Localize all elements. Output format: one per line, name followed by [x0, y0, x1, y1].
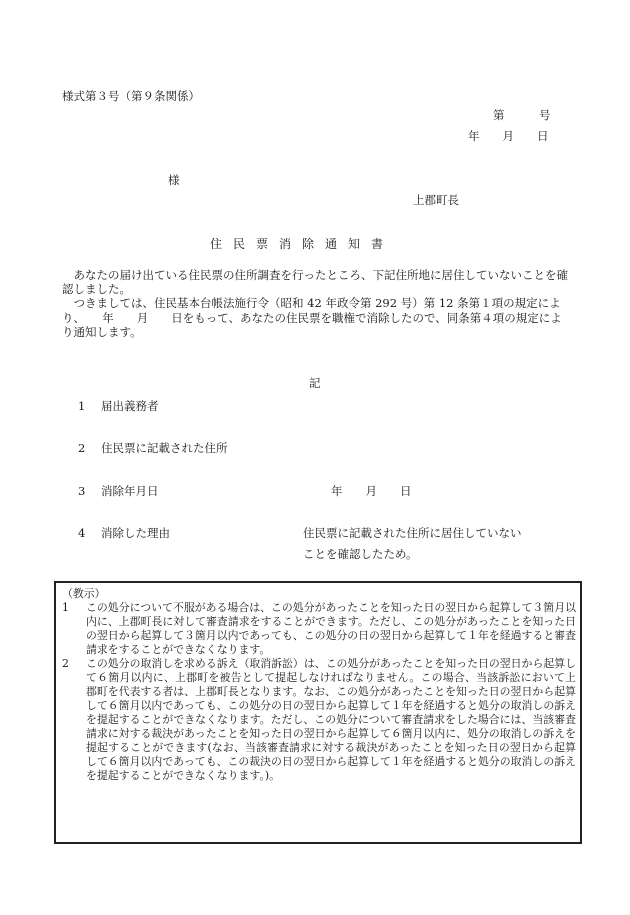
- item-3-number: 3: [78, 484, 86, 498]
- item-3-label: 消除年月日: [101, 484, 159, 498]
- item-1-number: 1: [78, 399, 86, 413]
- item-1-label: 届出義務者: [101, 399, 159, 413]
- paragraph-1: あなたの届け出ている住民票の住所調査を行ったところ、下記住所地に居住していないことを確認しました。: [62, 268, 568, 297]
- notice-item-1: [62, 601, 576, 657]
- ki-heading: 記: [309, 376, 321, 390]
- notice-item-2-number: 2: [62, 657, 69, 670]
- notice-item-2: [62, 657, 576, 783]
- item-2-number: 2: [78, 441, 86, 455]
- notice-heading: （教示）: [62, 587, 106, 600]
- item-4-value-line1: 住民票に記載された住所に居住していない: [303, 526, 522, 540]
- form-number: 様式第３号（第９条関係）: [62, 89, 200, 103]
- notice-item-1-number: 1: [62, 601, 69, 614]
- notice-item-2-text: この処分の取消しを求める訴え（取消訴訟）は、この処分があったことを知った日の翌日から起算して６箇月以内に、上郡町を被告として提起しなければなりません。この場合、当該訴訟において上郡町を代表する者は、上郡町長となります。なお、この処分があったことを知った日の翌日から起算して６箇月以内であっても、この処分の日の翌日から起算して１年を経過すると処分の取消しの訴えを提起することができなくなります。ただし、この処分について審査請求をした場合には、当該審査請求に対する裁決があったことを知った日の翌日から起算して６箇月以内に、処分の取消しの訴えを提起することができます(なお、当該審査請求に対する裁決があったことを知った日の翌日から起算して６箇月以内であっても、この裁決の日の翌日から起算して１年を経過すると処分の取消しの訴えを提起することができなくなります。)。: [86, 657, 576, 782]
- page-title: 住民票消除通知書: [210, 237, 395, 251]
- sender-name: 上郡町長: [413, 193, 459, 207]
- issue-date: 年 月 日: [468, 129, 549, 143]
- notice-item-1-text: この処分について不服がある場合は、この処分があったことを知った日の翌日から起算して３箇月以内に、上郡町長に対して審査請求をすることができます。ただし、この処分があったことを知った日の翌日から起算して３箇月以内であっても、この処分の日の翌日から起算して１年を経過すると審査請求をすることができなくなります。: [86, 601, 576, 656]
- document-number: 第 号: [493, 108, 551, 122]
- item-4-label: 消除した理由: [101, 526, 170, 540]
- item-4-number: 4: [78, 526, 86, 540]
- appeal-notice-box: [54, 581, 582, 844]
- recipient-suffix: 様: [168, 173, 180, 187]
- item-4-value-line2: ことを確認したため。: [303, 547, 418, 561]
- body-text: [62, 268, 572, 339]
- item-2-label: 住民票に記載された住所: [101, 441, 228, 455]
- paragraph-2: つきましては、住民基本台帳法施行令（昭和 42 年政令第 292 号）第 12 条第１項の規定により、 年 月 日をもって、あなたの住民票を職権で消除したので、同条第４項の規定により通知します。: [62, 296, 562, 339]
- item-3-value: 年 月 日: [331, 484, 412, 498]
